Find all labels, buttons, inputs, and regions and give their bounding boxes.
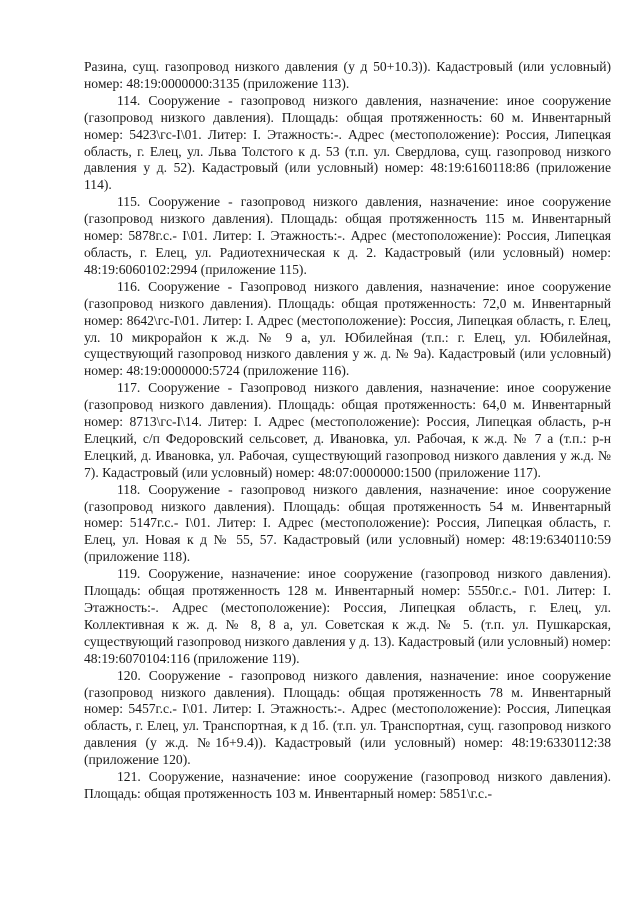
paragraph-item-116: 116. Сооружение - Газопровод низкого давления, назначение: иное сооружение (газопровод низкого давления). Площадь: общая протяженность: 72,0 м. Инвентарный номер: 8642\гс-I\01. Литер: I. Адрес (местоположение): Россия, Липецкая область, г. Елец, ул. 10 микрорайон к ж.д. № 9 а, ул. Юбилейная (т.п.: г. Елец, ул. Юбилейная, существующий газопровод низкого давления у ж. д. № 9а). Кадастровый (или условный) номер: 48:19:0000000:5724 (приложение 116).: [84, 278, 611, 379]
paragraph-item-120: 120. Сооружение - газопровод низкого давления, назначение: иное сооружение (газопровод низкого давления). Площадь: общая протяженность 78 м. Инвентарный номер: 5457г.с.- I\01. Литер: I. Этажность:-. Адрес (местоположение): Россия, Липецкая область, г. Елец, ул. Транспортная, к д 1б. (т.п. ул. Транспортная, сущ. газопровод низкого давления (у ж.д. №1б+9.4)). Кадастровый (или условный) номер: 48:19:6330112:38 (приложение 120).: [84, 667, 611, 768]
document-page: [84, 0, 611, 803]
paragraph-item-119: 119. Сооружение, назначение: иное сооружение (газопровод низкого давления). Площадь: общая протяженность 128 м. Инвентарный номер: 5550г.с.- I\01. Литер: I. Этажность:-. Адрес (местоположение): Россия, Липецкая область, г. Елец, ул. Коллективная к ж. д. № 8, 8 а, ул. Советская к ж.д. № 5. (т.п. ул. Пушкарская, существующий газопровод низкого давления у д. 13). Кадастровый (или условный) номер: 48:19:6070104:116 (приложение 119).: [84, 566, 611, 666]
paragraph-item-121: 121. Сооружение, назначение: иное сооружение (газопровод низкого давления). Площадь: общая протяженность 103 м. Инвентарный номер: 5851\г.с.-: [84, 769, 611, 801]
paragraph-continuation: Разина, сущ. газопровод низкого давления (у д 50+10.3)). Кадастровый (или условный) номер: 48:19:0000000:3135 (приложение 113).: [84, 59, 611, 91]
paragraph-item-117: 117. Сооружение - Газопровод низкого давления, назначение: иное сооружение (газопровод низкого давления). Площадь: общая протяженность: 64,0 м. Инвентарный номер: 8713\гс-I\14. Литер: I. Адрес (местоположение): Россия, Липецкая область, р-н Елецкий, с/п Федоровский сельсовет, д. Ивановка, ул. Рабочая, к ж.д. № 7 а (т.п.: р-н Елецкий, д. Ивановка, ул. Рабочая, существующий газопровод низкого давления у ж.д. № 7). Кадастровый (или условный) номер: 48:07:0000000:1500 (приложение 117).: [84, 380, 611, 480]
paragraph-item-114: 114. Сооружение - газопровод низкого давления, назначение: иное сооружение (газопровод низкого давления). Площадь: общая протяженность: 60 м. Инвентарный номер: 5423\гс-I\01. Литер: I. Этажность:-. Адрес (местоположение): Россия, Липецкая область, г. Елец, ул. Льва Толстого к д. 53 (т.п. ул. Свердлова, сущ. газопровод низкого давления у д. 52). Кадастровый (или условный) номер: 48:19:6160118:86 (приложение 114).: [84, 92, 611, 193]
paragraph-item-118: 118. Сооружение - газопровод низкого давления, назначение: иное сооружение (газопровод низкого давления). Площадь: общая протяженность 54 м. Инвентарный номер: 5147г.с.- I\01. Литер: I. Адрес (местоположение): Россия, Липецкая область, г. Елец, ул. Новая к д № 55, 57. Кадастровый (или условный) номер: 48:19:6340110:59 (приложение 118).: [84, 481, 611, 565]
paragraph-item-115: 115. Сооружение - газопровод низкого давления, назначение: иное сооружение (газопровод низкого давления). Площадь: общая протяженность 115 м. Инвентарный номер: 5878г.с.- I\01. Литер: I. Этажность:-. Адрес (местоположение): Россия, Липецкая область, г. Елец, ул. Радиотехническая к д. 2. Кадастровый (или условный) номер: 48:19:6060102:2994 (приложение 115).: [84, 194, 611, 277]
